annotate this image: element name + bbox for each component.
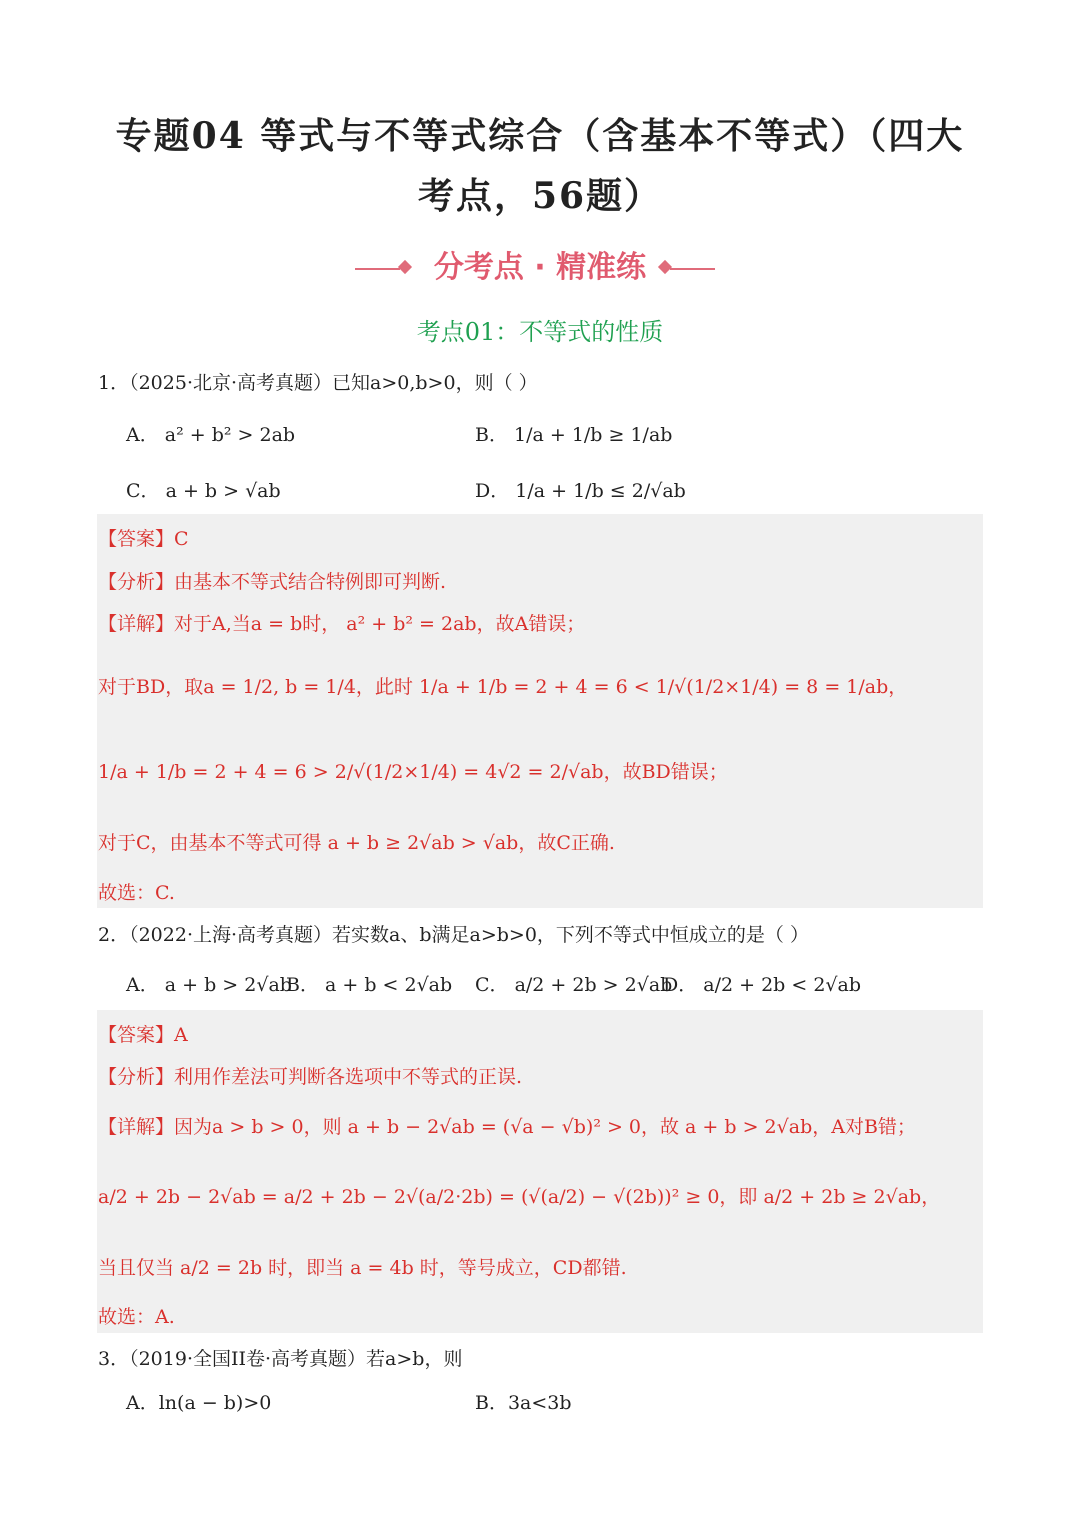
q1-detail-2: 对于BD，取a = 1/2, b = 1/4，此时 1/a + 1/b = 2 + 4 = 6 < 1/√(1/2×1/4) = 8 = 1/ab，	[98, 676, 908, 698]
q2-answer: 【答案】A	[98, 1024, 188, 1046]
q1-detail-4: 对于C，由基本不等式可得 a + b ≥ 2√ab > √ab，故C正确.	[98, 832, 615, 854]
q2-option-d: D． a/2 + 2b < 2√ab	[663, 974, 862, 996]
q2-detail-2: a/2 + 2b − 2√ab = a/2 + 2b − 2√(a/2·2b) = (√(a/2) − √(2b))² ≥ 0，即 a/2 + 2b ≥ 2√ab，	[98, 1186, 941, 1208]
q3-option-a: A．ln(a − b)>0	[126, 1392, 272, 1414]
q2-detail-1: 【详解】因为a > b > 0，则 a + b − 2√ab = (√a − √b)² > 0，故 a + b > 2√ab，A对B错；	[98, 1116, 916, 1138]
banner-text: 分考点 · 精准练	[433, 250, 647, 285]
page-title-line1: 专题04 等式与不等式综合（含基本不等式）（四大	[115, 115, 965, 157]
q3-option-b: B．3a<3b	[475, 1392, 572, 1414]
q2-detail-3: 当且仅当 a/2 = 2b 时，即当 a = 4b 时，等号成立，CD都错.	[98, 1257, 627, 1279]
page-title-line2: 考点，56题）	[417, 175, 663, 217]
q3-stem: 3．（2019·全国II卷·高考真题）若a>b，则	[98, 1348, 463, 1370]
q1-answer: 【答案】C	[98, 528, 189, 550]
q1-detail-1: 【详解】对于A,当a = b时， a² + b² = 2ab，故A错误；	[98, 613, 586, 635]
q2-stem: 2．（2022·上海·高考真题）若实数a、b满足a>b>0，下列不等式中恒成立的是（ ）	[98, 924, 809, 946]
q1-analysis: 【分析】由基本不等式结合特例即可判断.	[98, 571, 447, 593]
q2-option-b: B． a + b < 2√ab	[286, 974, 453, 996]
q1-detail-5: 故选：C.	[98, 882, 175, 904]
section-banner	[340, 240, 740, 286]
kaodian-heading: 考点01：不等式的性质	[416, 318, 664, 346]
q2-analysis: 【分析】利用作差法可判断各选项中不等式的正误.	[98, 1066, 523, 1088]
q1-stem: 1．（2025·北京·高考真题）已知a>0,b>0，则（ ）	[98, 372, 538, 394]
q1-option-a: A． a² + b² > 2ab	[126, 424, 296, 446]
q1-option-c: C． a + b > √ab	[126, 480, 281, 502]
q2-option-c: C． a/2 + 2b > 2√ab	[475, 974, 673, 996]
q2-answer-box	[97, 1010, 983, 1333]
q1-option-b: B． 1/a + 1/b ≥ 1/ab	[475, 424, 673, 446]
q2-option-a: A． a + b > 2√ab	[126, 974, 292, 996]
q1-option-d: D． 1/a + 1/b ≤ 2/√ab	[475, 480, 686, 502]
q1-detail-3: 1/a + 1/b = 2 + 4 = 6 > 2/√(1/2×1/4) = 4√2 = 2/√ab，故BD错误；	[98, 761, 728, 783]
q2-detail-4: 故选：A.	[98, 1306, 175, 1328]
